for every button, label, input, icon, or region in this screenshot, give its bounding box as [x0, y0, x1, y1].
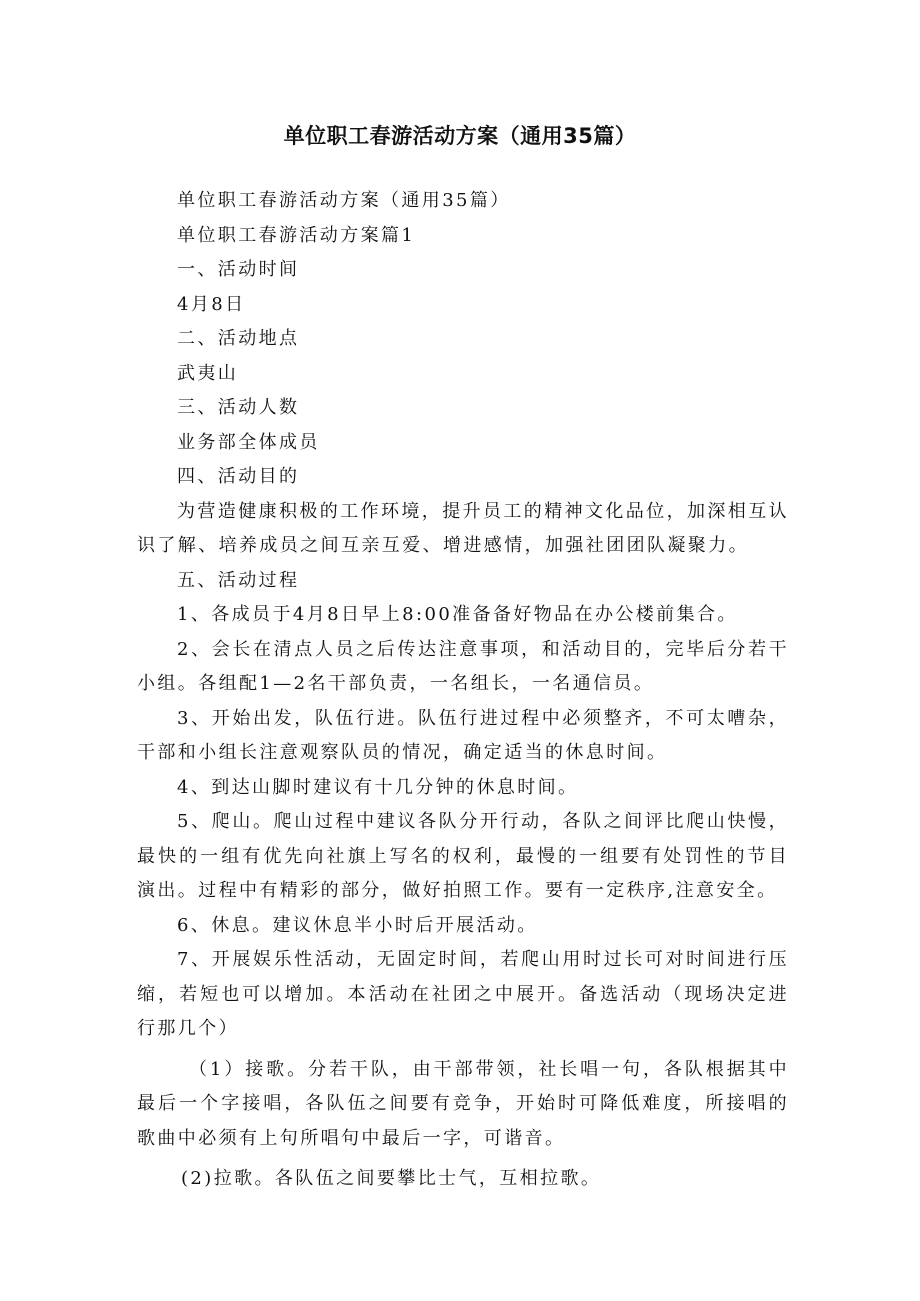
paragraph-option-1: （1）接歌。分若干队，由干部带领，社长唱一句，各队根据其中最后一个字接唱，各队伍之间要有竞争，开始时可降低难度，所接唱的歌曲中必须有上句所唱句中最后一字，可谐音。: [137, 1058, 789, 1149]
paragraph-process-step-1: 1、各成员于4月8日早上8:00准备备好物品在办公楼前集合。: [177, 604, 738, 625]
paragraph-activity-purpose: 为营造健康积极的工作环境，提升员工的精神文化品位，加深相互认识了解、培养成员之间互亲互爱、增进感情，加强社团团队凝聚力。: [137, 500, 789, 556]
heading-activity-location: 二、活动地点: [177, 328, 300, 349]
paragraph-process-step-6: 6、休息。建议休息半小时后开展活动。: [177, 914, 538, 936]
paragraph-section-heading: 单位职工春游活动方案篇1: [177, 224, 416, 246]
paragraph-process-step-2: 2、会长在清点人员之后传达注意事项，和活动目的，完毕后分若干小组。各组配1—2名干部负责，一名组长，一名通信员。: [137, 638, 789, 694]
paragraph-activity-location: 武夷山: [177, 362, 239, 384]
heading-activity-purpose: 四、活动目的: [177, 466, 300, 487]
document-title: 单位职工春游活动方案（通用35篇）: [283, 124, 637, 148]
document-body: [137, 184, 789, 1197]
paragraph-process-step-3: 3、开始出发，队伍行进。队伍行进过程中必须整齐，不可太嘈杂，干部和小组长注意观察队员的情况，确定适当的休息时间。: [137, 707, 789, 763]
paragraph-subtitle: 单位职工春游活动方案（通用35篇）: [177, 190, 511, 211]
paragraph-process-step-7: 7、开展娱乐性活动，无固定时间，若爬山用时过长可对时间进行压缩，若短也可以增加。本活动在社团之中展开。备选活动（现场决定进行那几个）: [137, 949, 789, 1039]
heading-activity-process: 五、活动过程: [177, 569, 300, 591]
paragraph-option-2: (2)拉歌。各队伍之间要攀比士气，互相拉歌。: [181, 1168, 602, 1189]
heading-activity-time: 一、活动时间: [177, 259, 300, 280]
heading-activity-headcount: 三、活动人数: [177, 397, 300, 418]
paragraph-process-step-5: 5、爬山。爬山过程中建议各队分开行动，各队之间评比爬山快慢，最快的一组有优先向社旗上写名的权利，最慢的一组要有处罚性的节目演出。过程中有精彩的部分，做好拍照工作。要有一定秩序,注意安全。: [137, 811, 789, 901]
paragraph-activity-time: 4月8日: [177, 293, 246, 315]
paragraph-activity-headcount: 业务部全体成员: [177, 431, 320, 453]
paragraph-process-step-4: 4、到达山脚时建议有十几分钟的休息时间。: [177, 776, 579, 798]
